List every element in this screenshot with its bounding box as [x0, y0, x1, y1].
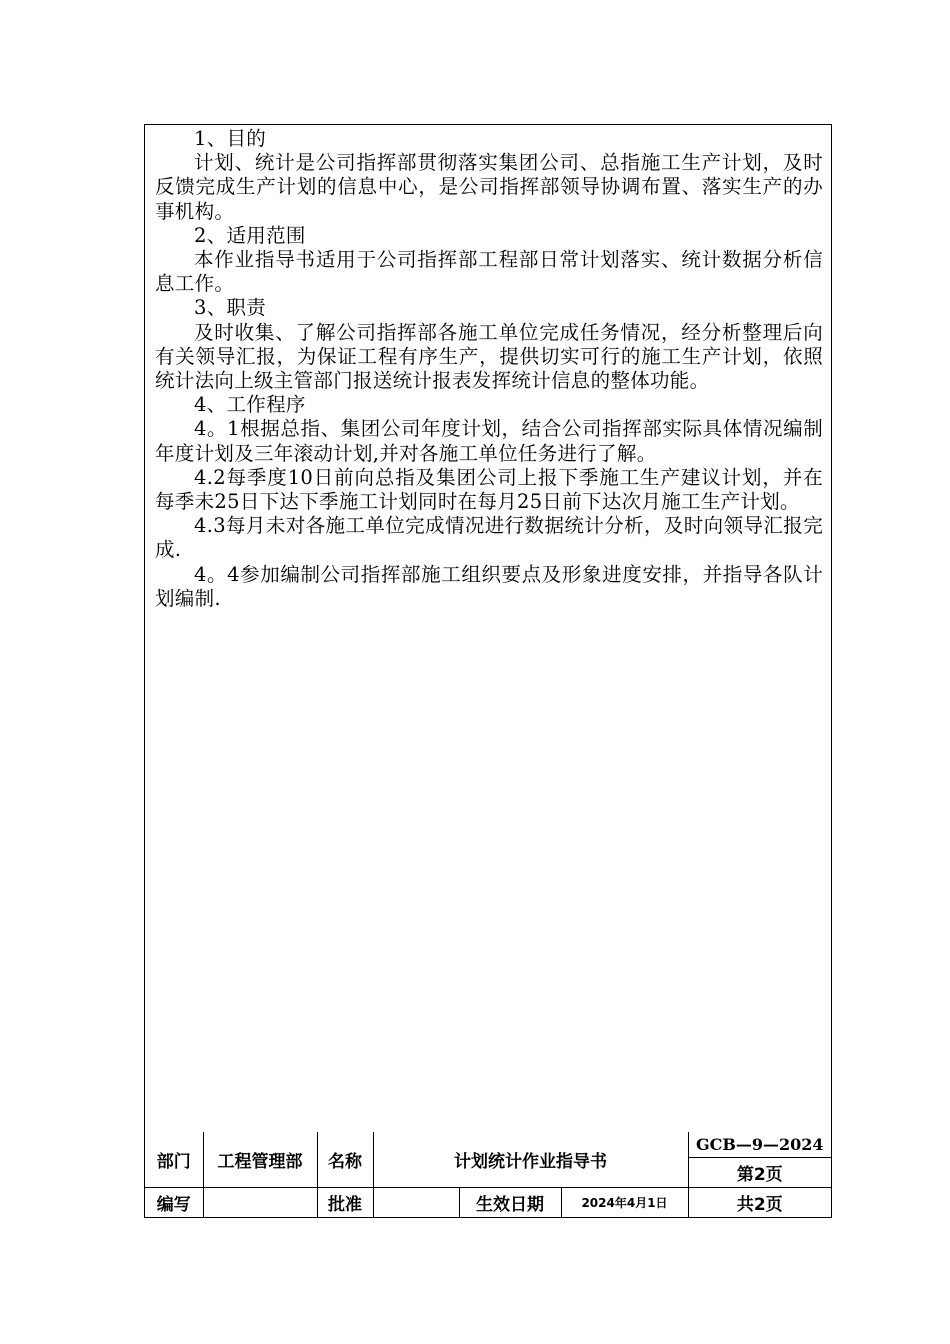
body-paragraph: 4.3每月未对各施工单位完成情况进行数据统计分析，及时向领导汇报完成. — [155, 514, 823, 562]
body-paragraph: 1、目的 — [194, 127, 267, 150]
approve-value — [373, 1188, 459, 1218]
effective-date-label: 生效日期 — [459, 1188, 561, 1218]
approve-label: 批准 — [317, 1188, 373, 1218]
code-and-page-cell — [688, 1132, 831, 1188]
body-paragraph: 本作业指导书适用于公司指挥部工程部日常计划落实、统计数据分析信息工作。 — [155, 248, 823, 296]
body-paragraph: 4.2每季度10日前向总指及集团公司上报下季施工生产建议计划，并在每季未25日下达下季施工计划同时在每月25日前下达次月施工生产计划。 — [155, 465, 823, 514]
document-body — [155, 127, 823, 611]
document-frame — [144, 124, 832, 1218]
author-value — [203, 1188, 317, 1218]
body-paragraph: 4。4参加编制公司指挥部施工组织要点及形象进度安排，并指导各队计划编制. — [155, 562, 823, 610]
document-name: 计划统计作业指导书 — [373, 1132, 688, 1188]
name-label: 名称 — [317, 1132, 373, 1188]
document-footer-table — [145, 1132, 831, 1218]
body-paragraph: 及时收集、了解公司指挥部各施工单位完成任务情况，经分析整理后向有关领导汇报，为保证工程有序生产，提供切实可行的施工生产计划，依照统计法向上级主管部门报送统计报表发挥统计信息的整体功能。 — [155, 320, 823, 393]
author-label: 编写 — [145, 1188, 203, 1218]
document-code: GCB—9—2024 — [689, 1132, 832, 1158]
body-paragraph: 4。1根据总指、集团公司年度计划，结合公司指挥部实际具体情况编制年度计划及三年滚动计划,并对各施工单位任务进行了解。 — [155, 417, 823, 465]
body-paragraph: 2、适用范围 — [194, 223, 306, 247]
body-paragraph: 4、工作程序 — [194, 393, 306, 417]
body-paragraph: 3、职责 — [194, 296, 267, 320]
body-paragraph: 计划、统计是公司指挥部贯彻落实集团公司、总指施工生产计划，及时反馈完成生产计划的信息中心，是公司指挥部领导协调布置、落实生产的办事机构。 — [155, 151, 823, 223]
effective-date-value: 2024年4月1日 — [561, 1188, 688, 1218]
page-total: 共2页 — [688, 1188, 831, 1218]
dept-label: 部门 — [145, 1132, 203, 1188]
dept-value: 工程管理部 — [203, 1132, 317, 1188]
page-current: 第2页 — [736, 1165, 783, 1185]
